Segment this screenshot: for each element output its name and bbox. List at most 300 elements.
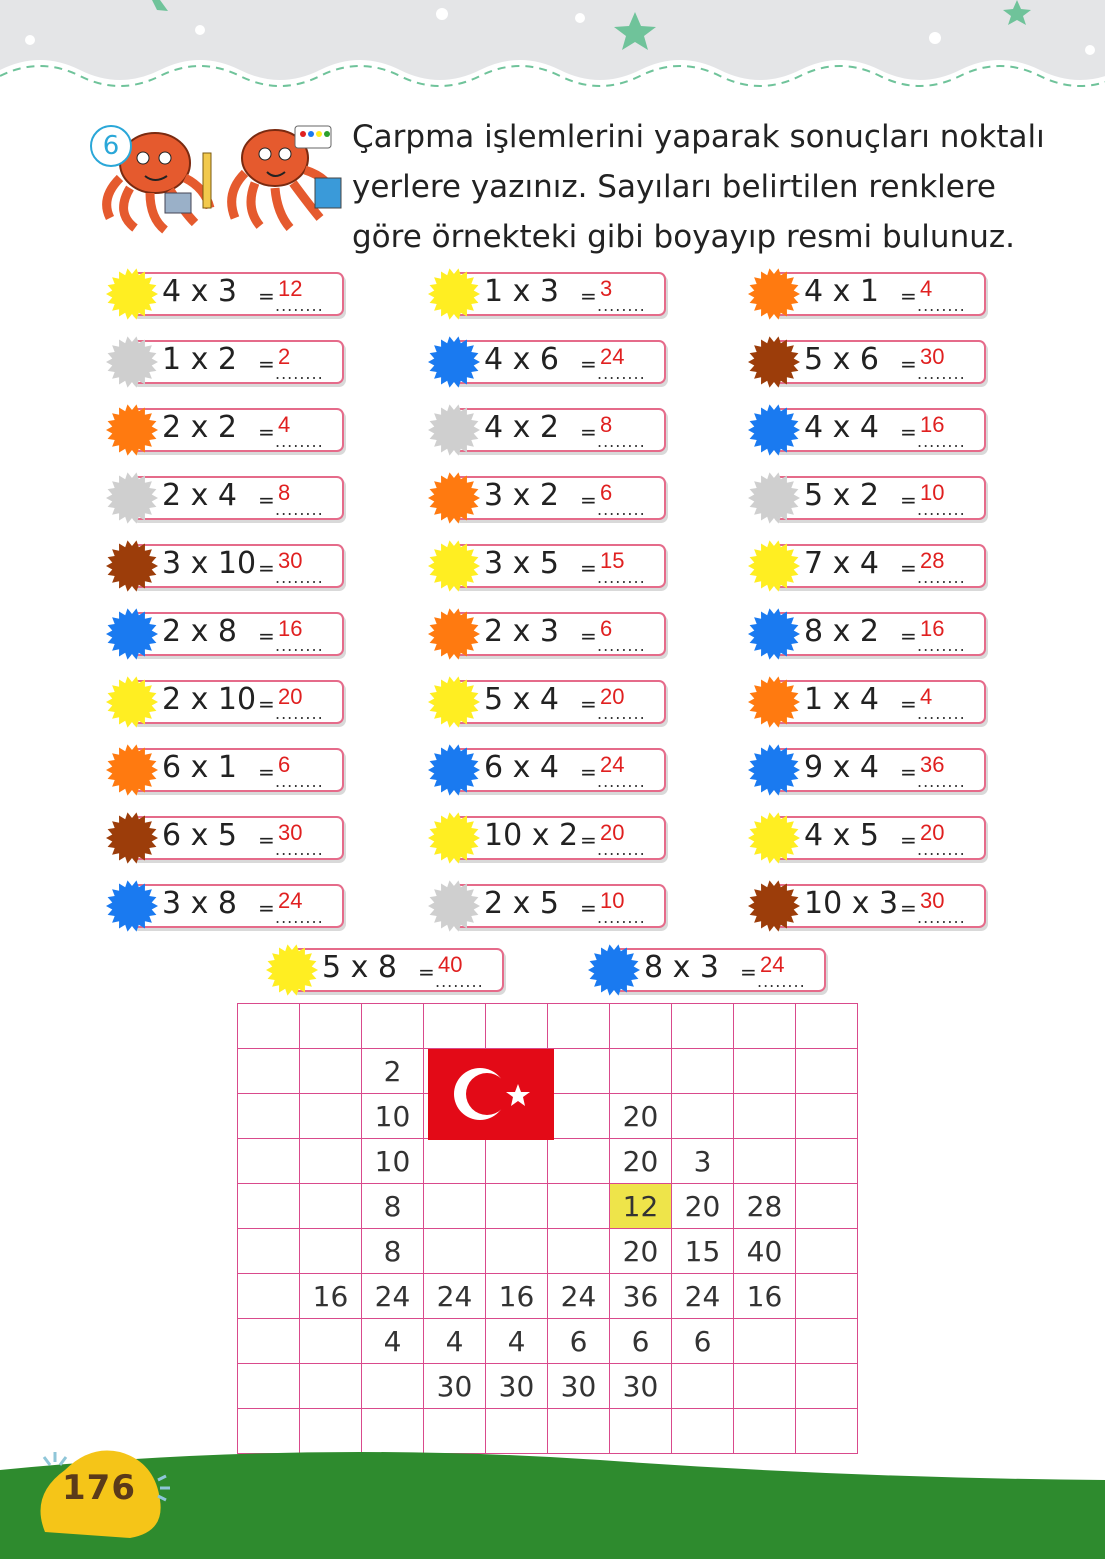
equation-expression: 4 x 5	[804, 818, 879, 853]
paint-splash-icon	[426, 878, 482, 934]
answer-field[interactable]: 30	[278, 548, 303, 573]
equation-card	[752, 272, 982, 318]
answer-field[interactable]: 16	[920, 412, 945, 437]
grid-cell[interactable]	[672, 1004, 734, 1049]
answer-field[interactable]: 20	[278, 684, 303, 709]
equation-card	[432, 816, 662, 862]
grid-cell[interactable]	[300, 1184, 362, 1229]
paint-splash-icon	[426, 470, 482, 526]
answer-field[interactable]: 4	[920, 684, 933, 709]
grid-cell[interactable]	[486, 1004, 548, 1049]
equation-card	[432, 272, 662, 318]
equation-expression: 3 x 8	[162, 886, 237, 921]
grid-cell[interactable]	[734, 1004, 796, 1049]
answer-field[interactable]: 20	[920, 820, 945, 845]
grid-cell[interactable]	[548, 1049, 610, 1094]
grid-cell[interactable]	[300, 1229, 362, 1274]
grid-cell[interactable]: 15	[672, 1229, 734, 1274]
grid-cell[interactable]: 3	[672, 1139, 734, 1184]
answer-dots: ........	[275, 840, 324, 859]
turkish-flag	[428, 1049, 554, 1140]
answer-field[interactable]: 12	[278, 276, 303, 301]
answer-field[interactable]: 24	[600, 344, 625, 369]
star-icon	[152, 0, 168, 11]
answer-field[interactable]: 6	[600, 616, 613, 641]
equation-card	[752, 816, 982, 862]
paint-splash-icon	[746, 402, 802, 458]
color-splash	[104, 606, 160, 662]
paint-splash-icon	[426, 538, 482, 594]
color-splash	[426, 742, 482, 798]
equals-sign: =	[580, 624, 597, 648]
equals-sign: =	[258, 284, 275, 308]
color-splash	[426, 334, 482, 390]
equation-expression: 5 x 8	[322, 950, 397, 985]
answer-field[interactable]: 16	[278, 616, 303, 641]
color-splash	[426, 878, 482, 934]
grid-cell[interactable]	[238, 1049, 300, 1094]
paint-splash-icon	[104, 606, 160, 662]
equation-expression: 5 x 4	[484, 682, 559, 717]
grid-cell[interactable]	[238, 1139, 300, 1184]
answer-dots: ........	[275, 500, 324, 519]
paint-splash-icon	[104, 334, 160, 390]
answer-field[interactable]: 3	[600, 276, 613, 301]
answer-dots: ........	[275, 568, 324, 587]
equation-card	[752, 476, 982, 522]
equals-sign: =	[580, 556, 597, 580]
answer-field[interactable]: 24	[600, 752, 625, 777]
paint-splash-icon	[104, 402, 160, 458]
equation-expression: 8 x 2	[804, 614, 879, 649]
grid-cell[interactable]	[362, 1364, 424, 1409]
equation-expression: 1 x 2	[162, 342, 237, 377]
grid-cell[interactable]	[300, 1319, 362, 1364]
grid-row	[238, 1139, 858, 1184]
grid-cell[interactable]: 16	[734, 1274, 796, 1319]
color-splash	[104, 402, 160, 458]
grid-cell[interactable]	[796, 1004, 858, 1049]
answer-dots: ........	[917, 568, 966, 587]
grid-cell[interactable]: 28	[734, 1184, 796, 1229]
equation-card	[432, 544, 662, 590]
equals-sign: =	[258, 556, 275, 580]
paint-splash-icon	[746, 878, 802, 934]
equation-card	[752, 612, 982, 658]
answer-field[interactable]: 30	[920, 344, 945, 369]
grid-cell[interactable]: 10	[362, 1094, 424, 1139]
equals-sign: =	[900, 692, 917, 716]
answer-dots: ........	[597, 636, 646, 655]
equation-card	[110, 476, 340, 522]
instruction-line: göre örnekteki gibi boyayıp resmi bulunuz.	[352, 219, 1015, 255]
grid-cell[interactable]: 8	[362, 1229, 424, 1274]
equation-expression: 10 x 2	[484, 818, 579, 853]
answer-dots: ........	[917, 704, 966, 723]
grid-cell[interactable]	[424, 1229, 486, 1274]
grid-cell[interactable]	[796, 1094, 858, 1139]
equals-sign: =	[580, 760, 597, 784]
equation-card	[432, 612, 662, 658]
equation-card	[110, 340, 340, 386]
grid-row	[238, 1004, 858, 1049]
paint-splash-icon	[104, 674, 160, 730]
answer-dots: ........	[597, 296, 646, 315]
grid-cell[interactable]: 16	[300, 1274, 362, 1319]
answer-dots: ........	[275, 364, 324, 383]
paint-splash-icon	[746, 470, 802, 526]
grid-cell[interactable]	[796, 1049, 858, 1094]
equation-card	[432, 680, 662, 726]
color-splash	[586, 942, 642, 998]
paint-splash-icon	[586, 942, 642, 998]
answer-dots: ........	[757, 972, 806, 991]
answer-dots: ........	[917, 636, 966, 655]
grid-cell[interactable]	[734, 1319, 796, 1364]
grid-row	[238, 1229, 858, 1274]
color-splash	[104, 334, 160, 390]
answer-field[interactable]: 15	[600, 548, 625, 573]
answer-field[interactable]: 40	[438, 952, 463, 977]
grid-cell[interactable]: 20	[672, 1184, 734, 1229]
grid-cell[interactable]: 8	[362, 1184, 424, 1229]
equals-sign: =	[580, 284, 597, 308]
grid-cell[interactable]: 30	[548, 1364, 610, 1409]
grid-cell[interactable]: 12	[610, 1184, 672, 1229]
paint-splash-icon	[746, 742, 802, 798]
equation-expression: 4 x 3	[162, 274, 237, 309]
grid-cell[interactable]	[238, 1094, 300, 1139]
color-splash	[746, 402, 802, 458]
answer-field[interactable]: 10	[600, 888, 625, 913]
paint-splash-icon	[104, 810, 160, 866]
grid-cell[interactable]	[548, 1229, 610, 1274]
equation-card	[110, 272, 340, 318]
grid-cell[interactable]	[672, 1364, 734, 1409]
equation-card	[752, 408, 982, 454]
answer-field[interactable]: 6	[600, 480, 613, 505]
grid-cell[interactable]: 6	[672, 1319, 734, 1364]
equation-card	[270, 948, 500, 994]
grid-cell[interactable]: 6	[548, 1319, 610, 1364]
equation-expression: 5 x 2	[804, 478, 879, 513]
equals-sign: =	[900, 896, 917, 920]
star-icon	[1003, 0, 1031, 25]
equals-sign: =	[900, 352, 917, 376]
equals-sign: =	[258, 828, 275, 852]
equation-card	[110, 612, 340, 658]
grid-cell[interactable]	[238, 1184, 300, 1229]
grid-cell[interactable]	[734, 1094, 796, 1139]
equation-expression: 6 x 5	[162, 818, 237, 853]
grid-row	[238, 1274, 858, 1319]
grid-cell[interactable]: 24	[362, 1274, 424, 1319]
grid-cell[interactable]	[672, 1049, 734, 1094]
paint-splash-icon	[426, 810, 482, 866]
grid-cell[interactable]: 30	[424, 1364, 486, 1409]
octopus-mascots-illustration	[95, 118, 350, 243]
top-decorative-band	[0, 0, 1105, 105]
paint-splash-icon	[264, 942, 320, 998]
paint-splash-icon	[104, 878, 160, 934]
equation-expression: 2 x 5	[484, 886, 559, 921]
equation-expression: 7 x 4	[804, 546, 879, 581]
color-splash	[104, 878, 160, 934]
color-splash	[746, 334, 802, 390]
equation-expression: 5 x 6	[804, 342, 879, 377]
grid-cell[interactable]	[486, 1139, 548, 1184]
grid-cell[interactable]	[300, 1094, 362, 1139]
grid-cell[interactable]	[362, 1004, 424, 1049]
answer-field[interactable]: 8	[278, 480, 291, 505]
paint-splash-icon	[426, 742, 482, 798]
equation-expression: 4 x 1	[804, 274, 879, 309]
grid-cell[interactable]	[548, 1094, 610, 1139]
equation-expression: 2 x 8	[162, 614, 237, 649]
answer-dots: ........	[435, 972, 484, 991]
answer-field[interactable]: 4	[278, 412, 291, 437]
grid-row	[238, 1184, 858, 1229]
color-splash	[746, 674, 802, 730]
paint-splash-icon	[104, 470, 160, 526]
top-wave-decoration	[0, 0, 1105, 110]
answer-field[interactable]: 20	[600, 820, 625, 845]
equation-card	[110, 884, 340, 930]
grid-cell[interactable]: 4	[362, 1319, 424, 1364]
answer-field[interactable]: 30	[278, 820, 303, 845]
answer-dots: ........	[917, 908, 966, 927]
color-splash	[426, 606, 482, 662]
grid-cell[interactable]	[610, 1049, 672, 1094]
grid-cell[interactable]: 10	[362, 1139, 424, 1184]
grid-cell[interactable]: 40	[734, 1229, 796, 1274]
grid-cell[interactable]	[300, 1049, 362, 1094]
grid-cell[interactable]: 20	[610, 1094, 672, 1139]
answer-field[interactable]: 6	[278, 752, 291, 777]
equation-card	[752, 340, 982, 386]
paint-splash-icon	[426, 674, 482, 730]
equation-expression: 8 x 3	[644, 950, 719, 985]
grid-cell[interactable]: 36	[610, 1274, 672, 1319]
grid-cell[interactable]	[300, 1364, 362, 1409]
grid-cell[interactable]	[796, 1319, 858, 1364]
answer-dots: ........	[275, 636, 324, 655]
answer-field[interactable]: 20	[600, 684, 625, 709]
answer-dots: ........	[917, 772, 966, 791]
grid-cell[interactable]: 24	[672, 1274, 734, 1319]
answer-dots: ........	[275, 296, 324, 315]
grid-cell[interactable]	[796, 1364, 858, 1409]
answer-dots: ........	[917, 296, 966, 315]
paint-splash-icon	[426, 402, 482, 458]
grid-cell[interactable]	[238, 1229, 300, 1274]
grid-cell[interactable]: 16	[486, 1274, 548, 1319]
grid-cell[interactable]	[672, 1094, 734, 1139]
equals-sign: =	[580, 352, 597, 376]
grid-cell[interactable]: 4	[486, 1319, 548, 1364]
grid-cell[interactable]	[238, 1319, 300, 1364]
answer-field[interactable]: 16	[920, 616, 945, 641]
grid-cell[interactable]	[796, 1139, 858, 1184]
instruction-line: yerlere yazınız. Sayıları belirtilen renklere	[352, 169, 996, 205]
grid-cell[interactable]	[424, 1139, 486, 1184]
answer-field[interactable]: 24	[278, 888, 303, 913]
color-splash	[426, 266, 482, 322]
equation-card	[752, 680, 982, 726]
equation-card	[432, 408, 662, 454]
equation-card	[110, 680, 340, 726]
paint-splash-icon	[746, 810, 802, 866]
grid-cell[interactable]: 20	[610, 1229, 672, 1274]
answer-dots: ........	[597, 840, 646, 859]
grid-cell[interactable]	[548, 1184, 610, 1229]
answer-field[interactable]: 8	[600, 412, 613, 437]
equation-expression: 6 x 4	[484, 750, 559, 785]
answer-field[interactable]: 36	[920, 752, 945, 777]
equation-card	[432, 884, 662, 930]
equals-sign: =	[418, 960, 435, 984]
color-splash	[104, 742, 160, 798]
equals-sign: =	[258, 352, 275, 376]
grid-row	[238, 1364, 858, 1409]
grid-cell[interactable]: 30	[486, 1364, 548, 1409]
equation-card	[110, 816, 340, 862]
color-splash	[426, 402, 482, 458]
equation-expression: 1 x 3	[484, 274, 559, 309]
grid-cell[interactable]: 20	[610, 1139, 672, 1184]
equals-sign: =	[580, 420, 597, 444]
grid-cell[interactable]	[610, 1004, 672, 1049]
grid-cell[interactable]: 6	[610, 1319, 672, 1364]
color-splash	[426, 674, 482, 730]
grid-cell[interactable]	[734, 1139, 796, 1184]
grid-cell[interactable]	[486, 1229, 548, 1274]
grid-cell[interactable]: 24	[548, 1274, 610, 1319]
color-splash	[746, 742, 802, 798]
paint-splash-icon	[746, 334, 802, 390]
grid-cell[interactable]	[424, 1004, 486, 1049]
equals-sign: =	[258, 488, 275, 512]
instruction-line: Çarpma işlemlerini yaparak sonuçları noktalı	[352, 119, 1045, 155]
color-splash	[264, 942, 320, 998]
answer-dots: ........	[275, 432, 324, 451]
equation-card	[110, 544, 340, 590]
grid-cell[interactable]: 2	[362, 1049, 424, 1094]
equation-expression: 2 x 10	[162, 682, 257, 717]
equation-expression: 2 x 3	[484, 614, 559, 649]
equation-card	[432, 476, 662, 522]
paint-splash-icon	[746, 538, 802, 594]
color-splash	[426, 538, 482, 594]
answer-field[interactable]: 10	[920, 480, 945, 505]
answer-dots: ........	[275, 704, 324, 723]
equals-sign: =	[258, 624, 275, 648]
color-splash	[104, 674, 160, 730]
equation-card	[110, 748, 340, 794]
color-splash	[746, 606, 802, 662]
equals-sign: =	[900, 828, 917, 852]
instruction-text	[352, 112, 1045, 262]
equals-sign: =	[900, 284, 917, 308]
grid-cell[interactable]	[300, 1139, 362, 1184]
answer-field[interactable]: 4	[920, 276, 933, 301]
grid-cell[interactable]	[548, 1004, 610, 1049]
equation-card	[752, 884, 982, 930]
grid-cell[interactable]: 4	[424, 1319, 486, 1364]
paint-splash-icon	[426, 266, 482, 322]
equals-sign: =	[740, 960, 757, 984]
equation-card	[752, 544, 982, 590]
paint-splash-icon	[104, 266, 160, 322]
answer-field[interactable]: 30	[920, 888, 945, 913]
equals-sign: =	[258, 420, 275, 444]
grid-cell[interactable]	[796, 1184, 858, 1229]
equals-sign: =	[580, 828, 597, 852]
page-number: 176	[62, 1468, 136, 1508]
exercise-number-badge: 6	[90, 125, 132, 167]
answer-field[interactable]: 24	[760, 952, 785, 977]
equals-sign: =	[900, 556, 917, 580]
paint-splash-icon	[426, 606, 482, 662]
equation-card	[432, 748, 662, 794]
answer-dots: ........	[597, 500, 646, 519]
answer-dots: ........	[597, 772, 646, 791]
equation-expression: 4 x 6	[484, 342, 559, 377]
answer-dots: ........	[597, 908, 646, 927]
equation-expression: 3 x 10	[162, 546, 257, 581]
equals-sign: =	[580, 488, 597, 512]
equation-card	[110, 408, 340, 454]
equation-card	[752, 748, 982, 794]
paint-splash-icon	[104, 742, 160, 798]
answer-dots: ........	[597, 704, 646, 723]
grid-cell[interactable]	[796, 1274, 858, 1319]
grid-cell[interactable]	[548, 1139, 610, 1184]
color-splash	[746, 470, 802, 526]
equation-expression: 2 x 4	[162, 478, 237, 513]
answer-field[interactable]: 2	[278, 344, 291, 369]
grid-cell[interactable]	[238, 1364, 300, 1409]
grid-cell[interactable]	[424, 1184, 486, 1229]
paint-splash-icon	[746, 606, 802, 662]
color-splash	[104, 538, 160, 594]
color-splash	[426, 810, 482, 866]
equals-sign: =	[258, 896, 275, 920]
answer-field[interactable]: 28	[920, 548, 945, 573]
color-splash	[746, 266, 802, 322]
equals-sign: =	[900, 420, 917, 444]
answer-dots: ........	[597, 364, 646, 383]
equation-expression: 4 x 4	[804, 410, 879, 445]
star-icon	[614, 12, 656, 50]
grid-cell[interactable]	[486, 1184, 548, 1229]
color-splash	[426, 470, 482, 526]
equation-expression: 4 x 2	[484, 410, 559, 445]
grid-cell[interactable]	[238, 1274, 300, 1319]
grid-cell[interactable]	[300, 1004, 362, 1049]
grid-cell[interactable]	[734, 1364, 796, 1409]
answer-dots: ........	[917, 432, 966, 451]
equation-expression: 10 x 3	[804, 886, 899, 921]
grid-cell[interactable]: 24	[424, 1274, 486, 1319]
equation-expression: 6 x 1	[162, 750, 237, 785]
grid-cell[interactable]: 30	[610, 1364, 672, 1409]
grid-cell[interactable]	[238, 1004, 300, 1049]
color-splash	[746, 538, 802, 594]
answer-dots: ........	[597, 568, 646, 587]
grid-cell[interactable]	[796, 1229, 858, 1274]
grid-cell[interactable]	[734, 1049, 796, 1094]
